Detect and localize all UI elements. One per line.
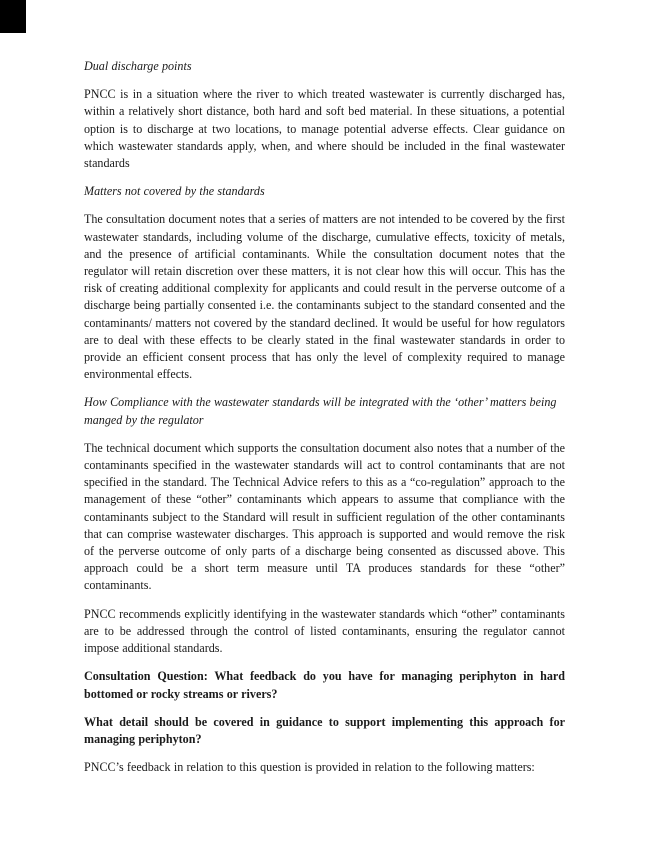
paragraph-pncc-recommends: PNCC recommends explicitly identifying in the wastewater standards which “other” contaminants are to be addressed through the control of listed contaminants, ensuring the regulator cannot impose additional standards. [84,606,565,656]
paragraph-co-regulation: The technical document which supports the consultation document also notes that a number of the contaminants specified in the wastewater standards will act to control contaminants that are not specified in the standard. The Technical Advice refers to this as a “co-regulation” approach to the management of these “other” contaminants which appears to assume that compliance with the contaminants subject to the Standard will result in sufficient regulation of the other contaminants that can comprise wastewater discharges. This approach is supported and would remove the risk of the perverse outcome of only parts of a discharge being consented as discussed above. This approach could be a short term measure until TA produces standards for these “other” contaminants. [84,440,565,593]
section-heading-matters-not-covered: Matters not covered by the standards [84,184,265,199]
consultation-question-guidance-detail: What detail should be covered in guidance to support implementing this approach for managing periphyton? [84,714,565,746]
section-heading-compliance-integration: How Compliance with the wastewater standards will be integrated with the ‘other’ matters being manged by the regulator [84,395,557,427]
document-page [84,58,565,787]
consultation-question-periphyton: Consultation Question: What feedback do you have for managing periphyton in hard bottomed or rocky streams or rivers? [84,669,565,701]
paragraph-feedback-intro: PNCC’s feedback in relation to this question is provided in relation to the following matters: [84,760,535,775]
section-heading-dual-discharge-points: Dual discharge points [84,59,192,73]
corner-scan-artifact [0,0,26,33]
paragraph-matters-not-covered: The consultation document notes that a series of matters are not intended to be covered by the first wastewater standards, including volume of the discharge, cumulative effects, toxicity of metals, and the presence of artificial contaminants. While the consultation document notes that the regulator will retain discretion over these matters, it is not clear how this will occur. This has the risk of creating additional complexity for applicants and could result in the perverse outcome of a discharge being partially consented i.e. the contaminants subject to the standard consented and the contaminants/ matters not covered by the standard declined. It would be useful for how regulators are to deal with these effects to be clearly stated in the final wastewater standards in order to provide an efficient consent process that has only the level of complexity required to manage environmental effects. [84,212,565,382]
paragraph-dual-discharge: PNCC is in a situation where the river to which treated wastewater is currently discharged has, within a relatively short distance, both hard and soft bed material. In these situations, a potential option is to discharge at two locations, to manage potential adverse effects. Clear guidance on which wastewater standards apply, when, and where should be included in the final wastewater standards [84,87,565,171]
